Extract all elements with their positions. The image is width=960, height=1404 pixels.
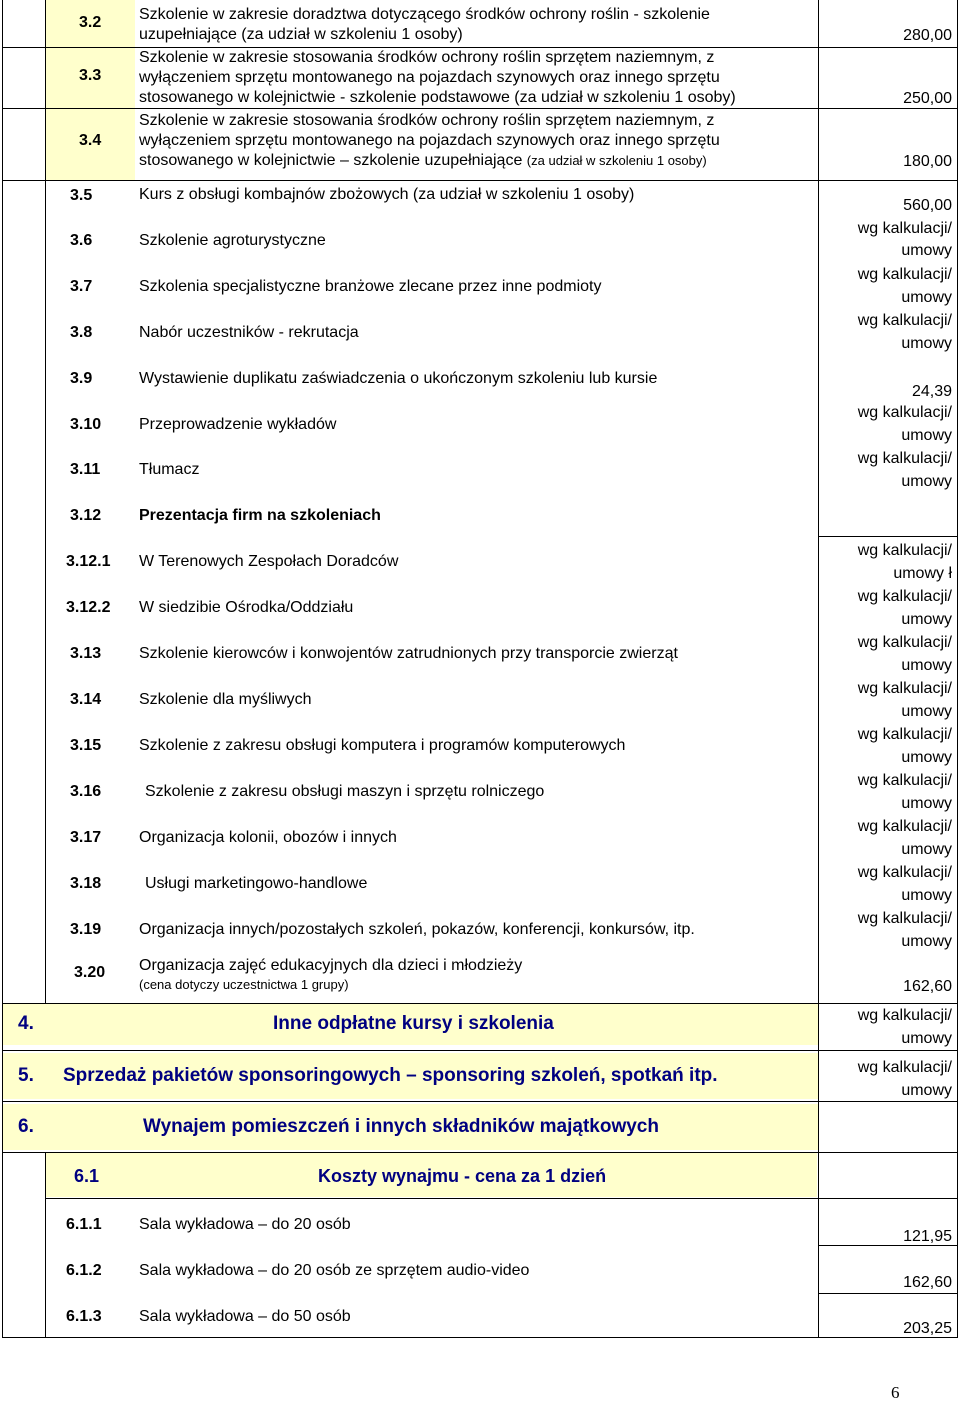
cell-divider-3-12 — [818, 536, 958, 537]
room-price: 203,25 — [903, 1320, 952, 1337]
row-description: W Terenowych Zespołach Doradców — [139, 553, 399, 570]
page-number: 6 — [891, 1383, 900, 1402]
column-divider-price — [818, 0, 819, 1338]
row-description: Organizacja zajęć edukacyjnych dla dzieci i młodzieży — [139, 957, 523, 974]
row-number: 3.12.2 — [66, 599, 111, 616]
row-number: 3.6 — [70, 232, 93, 249]
row-divider — [2, 180, 958, 181]
row-number: 3.12 — [70, 507, 102, 524]
row-description: Tłumacz — [139, 461, 200, 478]
row-number: 3.18 — [70, 875, 102, 892]
row-description: Szkolenie w zakresie stosowania środków ochrony roślin sprzętem naziemnym, z — [139, 49, 715, 66]
row-number: 3.15 — [70, 737, 102, 754]
row-description: Szkolenie agroturystyczne — [139, 232, 326, 249]
room-description: Sala wykładowa – do 20 osób ze sprzętem audio-video — [139, 1262, 530, 1279]
row-price: umowy — [901, 887, 952, 904]
row-price: umowy — [901, 749, 952, 766]
row-number: 3.20 — [74, 964, 106, 981]
row-price: wg kalkulacji/ — [857, 266, 952, 283]
table-border-bottom — [2, 1337, 958, 1338]
subsection-number: 6.1 — [74, 1166, 100, 1186]
row-divider — [2, 1050, 958, 1051]
room-price: 121,95 — [903, 1228, 952, 1245]
row-price: umowy — [901, 242, 952, 259]
row-description: stosowanego w kolejnictwie - szkolenie podstawowe (za udział w szkoleniu 1 osoby) — [139, 89, 736, 106]
row-number: 3.8 — [70, 324, 93, 341]
row-price: wg kalkulacji/ — [857, 450, 952, 467]
section-title: Inne odpłatne kursy i szkolenia — [273, 1013, 554, 1034]
room-description: Sala wykładowa – do 50 osób — [139, 1308, 351, 1325]
section-number: 6. — [18, 1116, 34, 1137]
row-number: 3.5 — [70, 187, 93, 204]
row-number: 3.3 — [79, 67, 102, 84]
row-description: Szkolenie kierowców i konwojentów zatrudnionych przy transporcie zwierząt — [139, 645, 678, 662]
row-divider — [45, 1198, 958, 1199]
row-description: wyłączeniem sprzętu montowanego na pojazdach szynowych oraz innego sprzętu — [139, 132, 720, 149]
row-description-note: (cena dotyczy uczestnictwa 1 grupy) — [139, 977, 349, 992]
table-border-right — [957, 0, 958, 1338]
row-description: Szkolenie w zakresie stosowania środków ochrony roślin sprzętem naziemnym, z — [139, 112, 715, 129]
row-price: wg kalkulacji/ — [857, 312, 952, 329]
section-title: Sprzedaż pakietów sponsoringowych – sponsoring szkoleń, spotkań itp. — [63, 1065, 718, 1086]
row-number: 3.10 — [70, 416, 102, 433]
row-price: umowy — [901, 657, 952, 674]
section-price: wg kalkulacji/ — [857, 1059, 952, 1076]
row-description: Szkolenie dla myśliwych — [139, 691, 312, 708]
row-price: wg kalkulacji/ — [857, 818, 952, 835]
row-description: wyłączeniem sprzętu montowanego na pojazdach szynowych oraz innego sprzętu — [139, 69, 720, 86]
row-price: wg kalkulacji/ — [857, 864, 952, 881]
row-description: Prezentacja firm na szkoleniach — [139, 507, 381, 524]
row-price: wg kalkulacji/ — [857, 220, 952, 237]
row-price: 180,00 — [903, 153, 952, 170]
row-price: wg kalkulacji/ — [857, 634, 952, 651]
column-divider-left — [45, 0, 46, 1003]
row-description: Kurs z obsługi kombajnów zbożowych (za udział w szkoleniu 1 osoby) — [139, 186, 635, 203]
row-divider — [2, 1003, 958, 1004]
row-description: Usługi marketingowo-handlowe — [145, 875, 368, 892]
row-price: wg kalkulacji/ — [857, 542, 952, 559]
section-number: 5. — [18, 1065, 34, 1086]
column-divider-left-lower — [45, 1152, 46, 1338]
row-description: Szkolenia specjalistyczne branżowe zlecane przez inne podmioty — [139, 278, 602, 295]
row-price: 24,39 — [911, 383, 952, 400]
row-number: 3.2 — [79, 14, 102, 31]
row-price: 280,00 — [903, 27, 952, 44]
section-title: Wynajem pomieszczeń i innych składników majątkowych — [143, 1116, 659, 1137]
row-divider — [2, 108, 958, 109]
row-description: Nabór uczestników - rekrutacja — [139, 324, 359, 341]
row-description: stosowanego w kolejnictwie – szkolenie uzupełniające (za udział w szkoleniu 1 osoby) — [139, 152, 707, 169]
row-number: 3.12.1 — [66, 553, 111, 570]
row-price: umowy — [901, 335, 952, 352]
row-number: 3.11 — [70, 461, 101, 478]
row-number: 3.4 — [79, 132, 102, 149]
row-price: umowy — [901, 473, 952, 490]
row-price: wg kalkulacji/ — [857, 772, 952, 789]
row-price: 560,00 — [903, 197, 952, 214]
table-border-left — [2, 0, 3, 1338]
row-number: 3.16 — [70, 783, 102, 800]
row-price: wg kalkulacji/ — [857, 680, 952, 697]
row-price: umowy — [901, 933, 952, 950]
row-number: 3.17 — [70, 829, 102, 846]
section-price: umowy — [901, 1030, 952, 1047]
row-description: Wystawienie duplikatu zaświadczenia o ukończonym szkoleniu lub kursie — [139, 370, 658, 387]
row-price: umowy — [901, 841, 952, 858]
row-number: 3.9 — [70, 370, 93, 387]
room-number: 6.1.2 — [66, 1262, 102, 1279]
row-number: 3.14 — [70, 691, 102, 708]
section-number: 4. — [18, 1013, 34, 1034]
row-price: 162,60 — [903, 978, 952, 995]
row-price: umowy — [901, 427, 952, 444]
row-description: Szkolenie z zakresu obsługi maszyn i sprzętu rolniczego — [145, 783, 545, 800]
room-description: Sala wykładowa – do 20 osób — [139, 1216, 351, 1233]
row-price: umowy — [901, 703, 952, 720]
row-description: Przeprowadzenie wykładów — [139, 416, 337, 433]
row-divider — [2, 1101, 958, 1102]
subsection-title: Koszty wynajmu - cena za 1 dzień — [318, 1166, 607, 1186]
row-price: wg kalkulacji/ — [857, 726, 952, 743]
room-price: 162,60 — [903, 1274, 952, 1291]
row-number: 3.19 — [70, 921, 102, 938]
row-price: umowy ł — [893, 565, 952, 582]
row-price: wg kalkulacji/ — [857, 404, 952, 421]
room-number: 6.1.3 — [66, 1308, 102, 1325]
row-price: 250,00 — [903, 90, 952, 107]
row-description: Organizacja kolonii, obozów i innych — [139, 829, 397, 846]
row-price: umowy — [901, 289, 952, 306]
row-number: 3.13 — [70, 645, 102, 662]
row-price: umowy — [901, 795, 952, 812]
row-description: Organizacja innych/pozostałych szkoleń, pokazów, konferencji, konkursów, itp. — [139, 921, 695, 938]
row-price: umowy — [901, 611, 952, 628]
row-price: wg kalkulacji/ — [857, 588, 952, 605]
row-price: wg kalkulacji/ — [857, 910, 952, 927]
row-description: uzupełniające (za udział w szkoleniu 1 osoby) — [139, 26, 463, 43]
section-price: wg kalkulacji/ — [857, 1007, 952, 1024]
row-description: W siedzibie Ośrodka/Oddziału — [139, 599, 354, 616]
row-divider — [2, 1152, 958, 1153]
section-price: umowy — [901, 1082, 952, 1099]
row-description: Szkolenie z zakresu obsługi komputera i programów komputerowych — [139, 737, 626, 754]
row-number: 3.7 — [70, 278, 93, 295]
row-description: Szkolenie w zakresie doradztwa dotyczącego środków ochrony roślin - szkolenie — [139, 6, 710, 23]
room-number: 6.1.1 — [66, 1216, 102, 1233]
